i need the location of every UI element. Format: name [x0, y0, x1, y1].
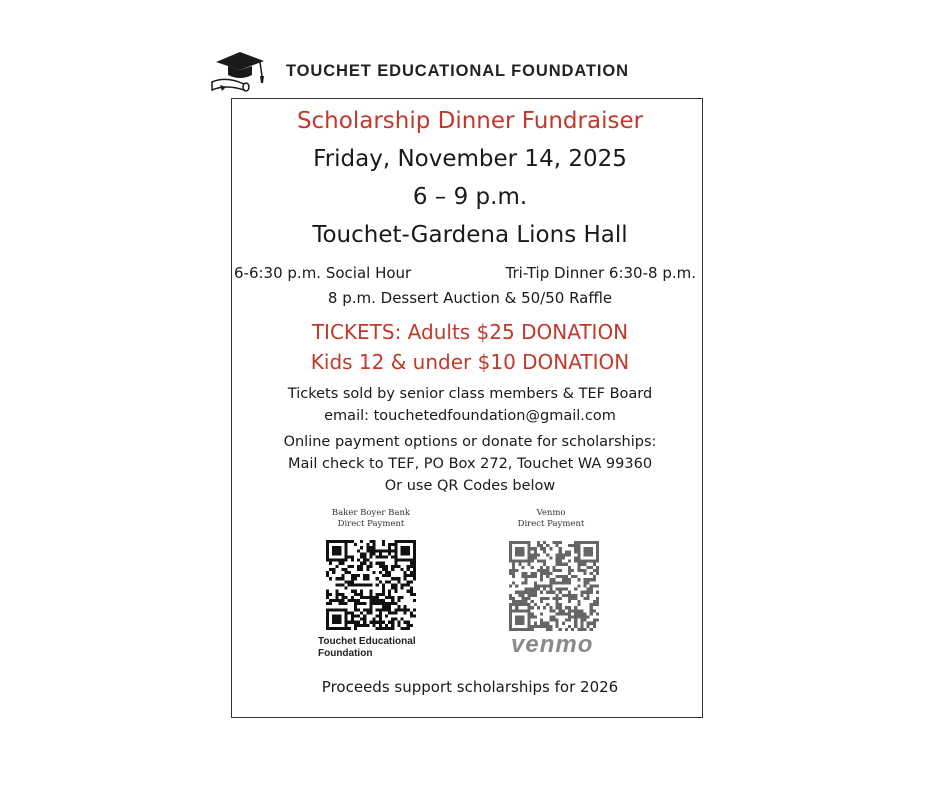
graduation-cap-icon	[210, 48, 272, 96]
online-payment-text: Online payment options or donate for scholarships:	[283, 434, 657, 450]
adult-ticket-price: TICKETS: Adults $25 DONATION	[311, 320, 629, 344]
mail-address: Mail check to TEF, PO Box 272, Touchet WA 99360	[287, 456, 653, 472]
bank-caption-line1: Baker Boyer Bank	[331, 508, 411, 518]
dinner-text: Tri-Tip Dinner 6:30-8 p.m.	[505, 264, 696, 282]
header	[210, 46, 700, 96]
social-hour-text: 6-6:30 p.m. Social Hour	[234, 264, 412, 282]
bank-qr-label	[318, 636, 438, 660]
footer-note: Proceeds support scholarships for 2026	[321, 678, 619, 696]
venmo-caption-line2: Direct Payment	[517, 519, 585, 529]
bank-qr-code[interactable]	[326, 540, 416, 630]
contact-email: email: touchetedfoundation@gmail.com	[324, 408, 616, 424]
tickets-sold-by: Tickets sold by senior class members & TEF Board	[287, 386, 653, 402]
kids-ticket-price: Kids 12 & under $10 DONATION	[310, 350, 630, 374]
venmo-qr-code[interactable]	[509, 541, 599, 631]
bank-caption	[316, 508, 426, 530]
bank-caption-line2: Direct Payment	[337, 519, 405, 529]
venmo-logo: venmo	[511, 631, 594, 658]
venmo-caption	[496, 508, 606, 530]
schedule-row	[234, 264, 700, 284]
auction-text: 8 p.m. Dessert Auction & 50/50 Raffle	[327, 289, 613, 307]
qr-note: Or use QR Codes below	[384, 478, 556, 494]
organization-name: TOUCHET EDUCATIONAL FOUNDATION	[286, 62, 629, 80]
event-date: Friday, November 14, 2025	[313, 146, 627, 172]
event-title: Scholarship Dinner Fundraiser	[296, 108, 644, 134]
event-venue: Touchet-Gardena Lions Hall	[312, 222, 628, 248]
bank-label-line2: Foundation	[318, 648, 373, 659]
venmo-caption-line1: Venmo	[536, 508, 566, 518]
bank-label-line1: Touchet Educational	[318, 636, 416, 647]
event-time: 6 – 9 p.m.	[412, 184, 528, 210]
